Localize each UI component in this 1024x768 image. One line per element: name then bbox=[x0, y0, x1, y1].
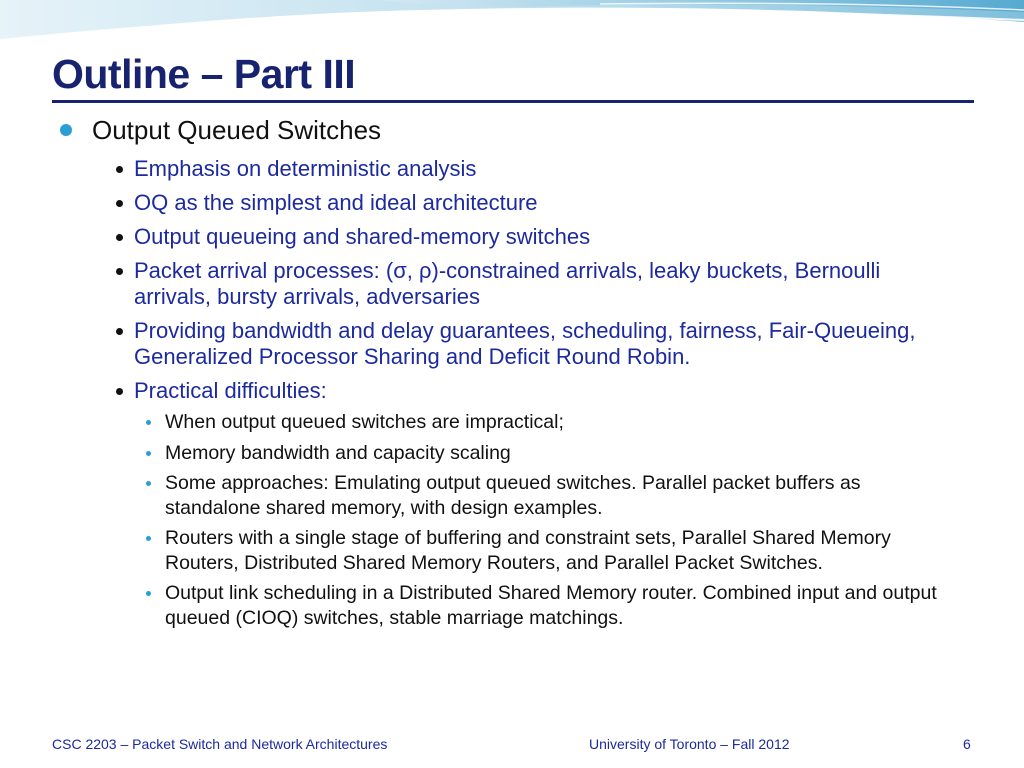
footer-institution: University of Toronto – Fall 2012 bbox=[589, 736, 790, 752]
sub-bullet bbox=[116, 224, 958, 250]
bullet-dot-icon bbox=[146, 536, 151, 541]
sub-bullet-text: Output queueing and shared-memory switches bbox=[134, 224, 591, 249]
sub-sub-bullet bbox=[146, 441, 958, 466]
sub-sub-bullet bbox=[146, 581, 958, 630]
bullet-dot-icon bbox=[116, 234, 123, 241]
sub-bullet bbox=[116, 190, 958, 216]
sub-bullet bbox=[116, 156, 958, 182]
sub-sub-bullet bbox=[146, 410, 958, 435]
main-bullet bbox=[58, 112, 958, 148]
sub-sub-bullet-text: When output queued switches are impractical; bbox=[165, 411, 564, 433]
sub-sub-bullet bbox=[146, 526, 958, 575]
sub-bullet-text: Practical difficulties: bbox=[134, 378, 327, 403]
bullet-dot-icon bbox=[60, 124, 72, 136]
sub-bullet bbox=[116, 318, 958, 370]
title-underline bbox=[52, 100, 974, 103]
footer-course: CSC 2203 – Packet Switch and Network Architectures bbox=[52, 736, 388, 752]
sub-sub-bullet-text: Output link scheduling in a Distributed Shared Memory router. Combined input and output queued (CIOQ) switches, stable marriage matchings. bbox=[165, 582, 937, 629]
sub-sub-bullet bbox=[146, 471, 958, 520]
sub-bullet-text: Emphasis on deterministic analysis bbox=[134, 156, 477, 181]
slide-content bbox=[58, 112, 958, 630]
bullet-dot-icon bbox=[116, 328, 123, 335]
bullet-dot-icon bbox=[116, 388, 123, 395]
sub-sub-bullet-text: Routers with a single stage of buffering and constraint sets, Parallel Shared Memory Routers, Distributed Shared Memory Routers, and Parallel Packet Switches. bbox=[165, 527, 891, 574]
sub-bullet bbox=[116, 258, 958, 310]
bullet-dot-icon bbox=[146, 591, 151, 596]
bullet-dot-icon bbox=[116, 268, 123, 275]
sub-bullet bbox=[116, 378, 958, 404]
bullet-dot-icon bbox=[116, 200, 123, 207]
footer-page-number: 6 bbox=[963, 736, 971, 752]
bullet-dot-icon bbox=[146, 420, 151, 425]
main-bullet-text: Output Queued Switches bbox=[92, 115, 382, 145]
bullet-dot-icon bbox=[146, 481, 151, 486]
header-wave-decoration bbox=[0, 0, 1024, 48]
sub-sub-bullet-text: Some approaches: Emulating output queued switches. Parallel packet buffers as standalone shared memory, with design examples. bbox=[165, 472, 861, 519]
sub-bullet-text: OQ as the simplest and ideal architecture bbox=[134, 190, 538, 215]
bullet-dot-icon bbox=[116, 166, 123, 173]
sub-bullet-text: Packet arrival processes: (σ, ρ)-constrained arrivals, leaky buckets, Bernoulli arrivals, bursty arrivals, adversaries bbox=[134, 258, 881, 309]
slide-title: Outline – Part III bbox=[52, 51, 356, 97]
sub-bullet-text: Providing bandwidth and delay guarantees, scheduling, fairness, Fair-Queueing, Generalized Processor Sharing and Deficit Round Robin. bbox=[134, 318, 916, 369]
bullet-dot-icon bbox=[146, 451, 151, 456]
sub-sub-bullet-text: Memory bandwidth and capacity scaling bbox=[165, 441, 511, 464]
